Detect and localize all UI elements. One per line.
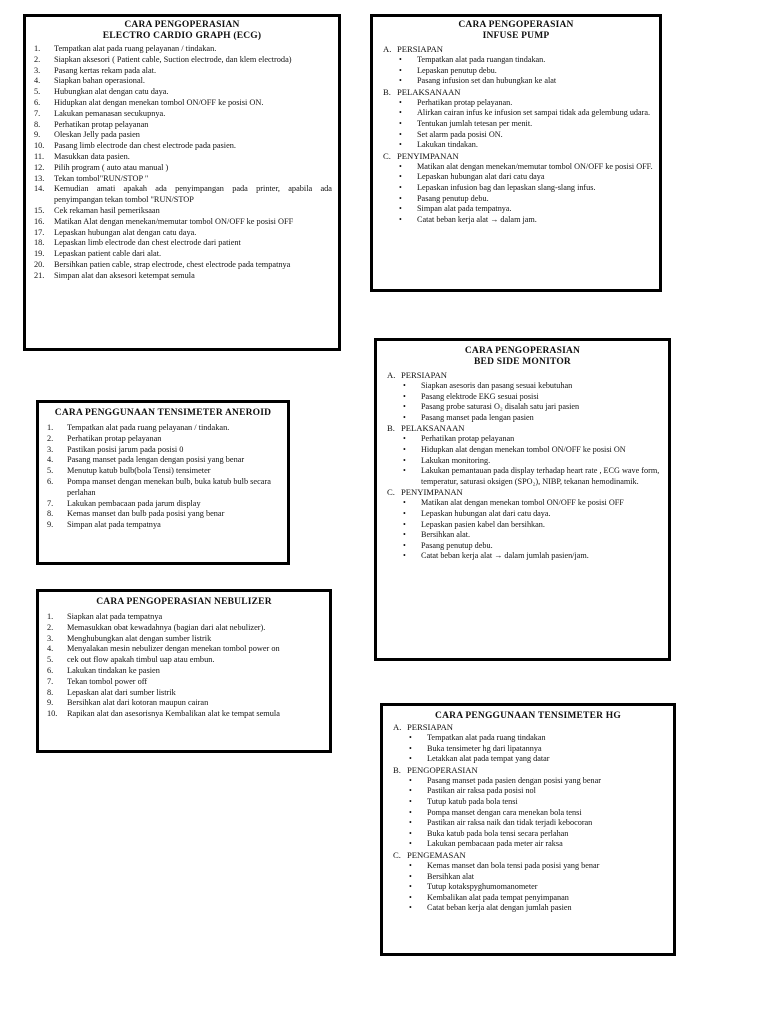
item-number: 2. (47, 433, 54, 443)
item-number: 8. (47, 509, 54, 519)
list-item (45, 698, 323, 709)
item-text: Hubungkan alat dengan catu daya. (54, 87, 169, 97)
section-heading (383, 487, 662, 498)
item-number: 1. (34, 44, 41, 53)
item-number: 9. (34, 130, 41, 140)
list-item (45, 499, 281, 510)
list-item (32, 184, 332, 206)
item-text: Tekan tombol"RUN/STOP " (54, 173, 149, 183)
list-item (32, 163, 332, 174)
bullet-item: • Lepaskan infusion bag dan lepaskan slang-slang infus. (379, 183, 653, 194)
list-item (32, 98, 332, 109)
bullet-item: • Pasang infusion set dan hubungkan ke alat (379, 76, 653, 87)
list-item (32, 76, 332, 87)
bullet-item: • Pompa manset dengan cara menekan bola tensi (389, 808, 667, 819)
list-item (32, 120, 332, 131)
list-item (45, 644, 323, 655)
bullet-list (383, 381, 662, 423)
item-number: 16. (34, 216, 45, 226)
item-text: Simpan alat pada tempatnya (67, 520, 161, 530)
bullet-item: • Catat beban kerja alat → dalam jumlah pasien/jam. (383, 551, 662, 562)
bullet-item: • Pasang manset pada lengan pasien (383, 413, 662, 424)
bullet-item: • Tutup katub pada bola tensi (389, 797, 667, 808)
list-item (45, 688, 323, 699)
bullet-item: • Set alarm pada posisi ON. (379, 130, 653, 141)
list-item (32, 152, 332, 163)
item-text: Matikan Alat dengan menekan/memutar tombol ON/OFF ke posisi OFF (54, 216, 294, 226)
tensimeter-hg-card (380, 703, 676, 956)
item-text: Lepaskan limb electrode dan chest electrode dari patient (54, 238, 241, 248)
item-number: 4. (47, 455, 54, 465)
bullet-list (379, 55, 653, 87)
bullet-item: • Kemas manset dan bola tensi pada posisi yang benar (389, 861, 667, 872)
ecg-card (23, 14, 341, 351)
ecg-steps (32, 44, 332, 282)
item-number: 19. (34, 249, 45, 259)
list-item (45, 612, 323, 623)
item-text: Pilih program ( auto atau manual ) (54, 162, 169, 172)
item-number: 15. (34, 205, 45, 215)
item-text: Perhatikan protap pelayanan (67, 433, 162, 443)
item-text: Simpan alat dan aksesori ketempat semula (54, 270, 195, 280)
list-item (45, 466, 281, 477)
bedside-title: CARA PENGOPERASIAN (464, 346, 581, 356)
item-text: cek out flow apakah timbul uap atau embun. (67, 655, 215, 665)
hg-sections (389, 722, 667, 914)
section-letter: B. (387, 423, 395, 434)
list-item (45, 655, 323, 666)
list-item (32, 228, 332, 239)
item-text: Lepaskan hubungan alat dengan catu daya. (54, 227, 197, 237)
infuse-sections (379, 44, 653, 225)
item-text: Lepaskan alat dari sumber listrik (67, 687, 176, 697)
list-item (45, 634, 323, 645)
item-text: Hidupkan alat dengan menekan tombol ON/OFF ke posisi ON. (54, 97, 264, 107)
bedside-monitor-card (374, 338, 671, 661)
item-number: 10. (34, 141, 45, 151)
section-heading (389, 850, 667, 861)
list-item (32, 174, 332, 185)
item-text: Oleskan Jelly pada pasien (54, 130, 140, 140)
section-heading (389, 722, 667, 733)
item-text: Tempatkan alat pada ruang pelayanan / tindakan. (54, 44, 217, 53)
item-text: Menyalakan mesin nebulizer dengan menekan tombol power on (67, 644, 280, 654)
bullet-item: • Perhatikan protap pelayanan. (379, 98, 653, 109)
item-number: 6. (47, 476, 54, 486)
section-heading (379, 151, 653, 162)
section-title: PERSIAPAN (397, 44, 444, 54)
section-heading (379, 87, 653, 98)
item-number: 4. (34, 76, 41, 86)
list-item (32, 260, 332, 271)
item-number: 3. (34, 65, 41, 75)
bullet-list (383, 498, 662, 562)
list-item (32, 249, 332, 260)
item-text: Bersihkan patien cable, strap electrode, chest electrode pada tempatnya (54, 259, 291, 269)
item-text: Lepaskan patient cable dari alat. (54, 249, 162, 259)
section-letter: A. (393, 722, 402, 732)
bullet-list (379, 162, 653, 226)
list-item (32, 130, 332, 141)
bullet-item: • Pastikan air raksa naik dan tidak terjadi kebocoran (389, 818, 667, 829)
list-item (32, 238, 332, 249)
list-item (32, 109, 332, 120)
item-text: Siapkan aksesori ( Patient cable, Suction electrode, dan klem electroda) (54, 54, 292, 64)
bullet-item: • Bersihkan alat (389, 872, 667, 883)
item-number: 8. (34, 119, 41, 129)
section-letter: A. (387, 370, 396, 380)
bullet-item: • Letakkan alat pada tempat yang datar (389, 754, 667, 765)
bullet-list (389, 733, 667, 765)
item-text: Tekan tombol power off (67, 676, 148, 686)
item-text: Cek rekaman hasil pemeriksaan (54, 205, 160, 215)
list-item (32, 271, 332, 282)
section-letter: C. (387, 487, 395, 498)
list-item (45, 477, 281, 499)
item-number: 5. (34, 87, 41, 97)
aneroid-steps (45, 423, 281, 531)
list-item (32, 141, 332, 152)
list-item (45, 666, 323, 677)
list-item (45, 709, 323, 720)
list-item (32, 44, 332, 55)
list-item (32, 87, 332, 98)
bullet-item: • Kembalikan alat pada tempat penyimpanan (389, 893, 667, 904)
bullet-item: • Pasang probe saturasi O₂ disalah satu jari pasien (383, 402, 662, 413)
list-item (45, 677, 323, 688)
bullet-item: • Tentukan jumlah tetesan per menit. (379, 119, 653, 130)
list-item (45, 445, 281, 456)
bullet-item: • Pasang elektrode EKG sesuai posisi (383, 392, 662, 403)
list-item (45, 509, 281, 520)
item-text: Pompa manset dengan menekan bulb, buka katub bulb secara perlahan (67, 476, 271, 497)
item-text: Lakukan tindakan ke pasien (67, 665, 160, 675)
list-item (45, 423, 281, 434)
item-text: Tempatkan alat pada ruang pelayanan / tindakan. (67, 423, 230, 432)
ecg-title: CARA PENGOPERASIAN (124, 20, 240, 30)
list-item (45, 434, 281, 445)
section-heading (389, 765, 667, 776)
bullet-item: • Matikan alat dengan menekan/memutar tombol ON/OFF ke posisi OFF. (379, 162, 653, 173)
bullet-item: • Pasang manset pada pasien dengan posisi yang benar (389, 776, 667, 787)
bullet-item: • Buka tensimeter hg dari lipatannya (389, 744, 667, 755)
nebulizer-title: CARA PENGOPERASIAN NEBULIZER (96, 597, 272, 607)
list-item (32, 55, 332, 66)
section-heading (383, 423, 662, 434)
section-letter: C. (393, 849, 401, 860)
bullet-item: • Catat beban kerja alat → dalam jam. (379, 215, 653, 226)
bullet-item: • Hidupkan alat dengan menekan tombol ON/OFF ke posisi ON (383, 445, 662, 456)
item-text: Siapkan alat pada tempatnya (67, 612, 163, 621)
bullet-item: • Lepaskan pasien kabel dan bersihkan. (383, 520, 662, 531)
item-text: Kemudian amati apakah ada penyimpangan pada printer, apabila ada penyimpangan tekan tombol "RUN/STOP (54, 184, 332, 205)
section-title: PERSIAPAN (407, 722, 454, 732)
item-number: 3. (47, 633, 54, 643)
section-letter: B. (383, 86, 391, 97)
bullet-item: • Perhatikan protap pelayanan (383, 434, 662, 445)
item-number: 14. (34, 184, 45, 194)
item-number: 17. (34, 227, 45, 237)
bullet-item: • Buka katub pada bola tensi secara perlahan (389, 829, 667, 840)
item-text: Pasang kertas rekam pada alat. (54, 65, 157, 75)
item-number: 6. (47, 665, 54, 675)
item-text: Perhatikan protap pelayanan (54, 119, 149, 129)
item-number: 9. (47, 520, 54, 530)
item-text: Lakukan pembacaan pada jarum display (67, 498, 201, 508)
bullet-item: • Tempatkan alat pada ruang tindakan (389, 733, 667, 744)
bullet-item: • Lepaskan hubungan alat dari catu daya (379, 172, 653, 183)
bullet-item: • Lakukan tindakan. (379, 140, 653, 151)
list-item (45, 623, 323, 634)
list-item (32, 206, 332, 217)
item-text: Kemas manset dan bulb pada posisi yang benar (67, 509, 225, 519)
item-number: 4. (47, 644, 54, 654)
aneroid-card (36, 400, 290, 565)
section-title: PELAKSANAAN (397, 86, 461, 97)
bullet-list (389, 861, 667, 914)
bullet-item: • Catat beban kerja alat dengan jumlah pasien (389, 903, 667, 914)
item-text: Pasang limb electrode dan chest electrode pada pasien. (54, 141, 236, 151)
bullet-list (383, 434, 662, 487)
infuse-subtitle: INFUSE PUMP (482, 31, 550, 41)
nebulizer-steps (45, 612, 323, 720)
item-number: 7. (47, 676, 54, 686)
bullet-item: • Lakukan monitoring. (383, 456, 662, 467)
item-text: Rapikan alat dan asesorisnya Kembalikan alat ke tempat semula (67, 709, 280, 719)
item-number: 13. (34, 173, 45, 183)
list-item (32, 217, 332, 228)
item-number: 3. (47, 444, 54, 454)
section-title: PERSIAPAN (401, 370, 448, 380)
list-item (45, 455, 281, 466)
bullet-list (379, 98, 653, 151)
bullet-item: • Siapkan asesoris dan pasang sesuai kebutuhan (383, 381, 662, 392)
item-number: 6. (34, 97, 41, 107)
item-text: Pasang manset pada lengan dengan posisi yang benar (67, 455, 245, 465)
list-item (45, 520, 281, 531)
section-title: PENYIMPANAN (401, 487, 463, 498)
section-title: PENYIMPANAN (397, 150, 459, 161)
item-text: Bersihkan alat dari kotoran maupun cairan (67, 698, 209, 708)
bullet-item: • Pasang penutup debu. (379, 194, 653, 205)
bullet-item: • Lakukan pemantauan pada display terhadap heart rate , ECG wave form, temperatur, saturasi oksigen (SPO₂), NIBP, tekanan hemodinamik. (383, 466, 662, 487)
aneroid-title: CARA PENGGUNAAN TENSIMETER ANEROID (54, 408, 272, 418)
ecg-subtitle: ELECTRO CARDIO GRAPH (ECG) (102, 31, 262, 41)
hg-title: CARA PENGGUNAAN TENSIMETER HG (435, 711, 621, 721)
section-heading (383, 370, 662, 381)
item-text: Siapkan bahan operasional. (54, 76, 146, 86)
bedside-subtitle: BED SIDE MONITOR (474, 357, 571, 367)
bullet-item: • Simpan alat pada tempatnya. (379, 204, 653, 215)
section-title: PELAKSANAAN (401, 423, 465, 434)
bullet-item: • Matikan alat dengan menekan tombol ON/OFF ke posisi OFF (383, 498, 662, 509)
item-number: 20. (34, 259, 45, 269)
item-number: 11. (34, 151, 45, 161)
item-number: 7. (34, 108, 41, 118)
item-number: 1. (47, 423, 54, 432)
bullet-item: • Tempatkan alat pada ruangan tindakan. (379, 55, 653, 66)
item-number: 21. (34, 270, 45, 280)
item-text: Menutup katub bulb(bola Tensi) tensimeter (67, 466, 211, 476)
item-number: 9. (47, 698, 54, 708)
item-number: 7. (47, 498, 54, 508)
item-text: Lakukan pemanasan secukupnya. (54, 108, 166, 118)
nebulizer-card (36, 589, 332, 753)
item-number: 5. (47, 466, 54, 476)
bullet-item: • Pasang penutup debu. (383, 541, 662, 552)
section-letter: C. (383, 150, 391, 161)
section-title: PENGEMASAN (407, 849, 466, 860)
item-number: 2. (47, 622, 54, 632)
bullet-item: • Alirkan cairan infus ke infusion set sampai tidak ada gelembung udara. (379, 108, 653, 119)
bullet-item: • Tutup kotakspyghumomanometer (389, 882, 667, 893)
item-text: Masukkan data pasien. (54, 151, 130, 161)
bullet-list (389, 776, 667, 850)
item-number: 18. (34, 238, 45, 248)
item-text: Memasukkan obat kewadahnya (bagian dari alat nebulizer). (67, 622, 266, 632)
infuse-pump-card (370, 14, 662, 292)
item-text: Pastikan posisi jarum pada posisi 0 (67, 444, 184, 454)
item-number: 12. (34, 162, 45, 172)
item-number: 1. (47, 612, 54, 621)
item-number: 8. (47, 687, 54, 697)
bullet-item: • Bersihkan alat. (383, 530, 662, 541)
item-number: 10. (47, 709, 58, 719)
section-letter: A. (383, 44, 392, 54)
item-text: Menghubungkan alat dengan sumber listrik (67, 633, 212, 643)
list-item (32, 66, 332, 77)
bedside-sections (383, 370, 662, 562)
section-title: PENGOPERASIAN (407, 764, 478, 775)
infuse-title: CARA PENGOPERASIAN (458, 20, 574, 30)
section-letter: B. (393, 764, 401, 775)
item-number: 5. (47, 655, 54, 665)
section-heading (379, 44, 653, 55)
bullet-item: • Lepaskan hubungan alat dari catu daya. (383, 509, 662, 520)
bullet-item: • Lakukan pembacaan pada meter air raksa (389, 839, 667, 850)
item-number: 2. (34, 54, 41, 64)
bullet-item: • Pastikan air raksa pada posisi nol (389, 786, 667, 797)
bullet-item: • Lepaskan penutup debu. (379, 66, 653, 77)
